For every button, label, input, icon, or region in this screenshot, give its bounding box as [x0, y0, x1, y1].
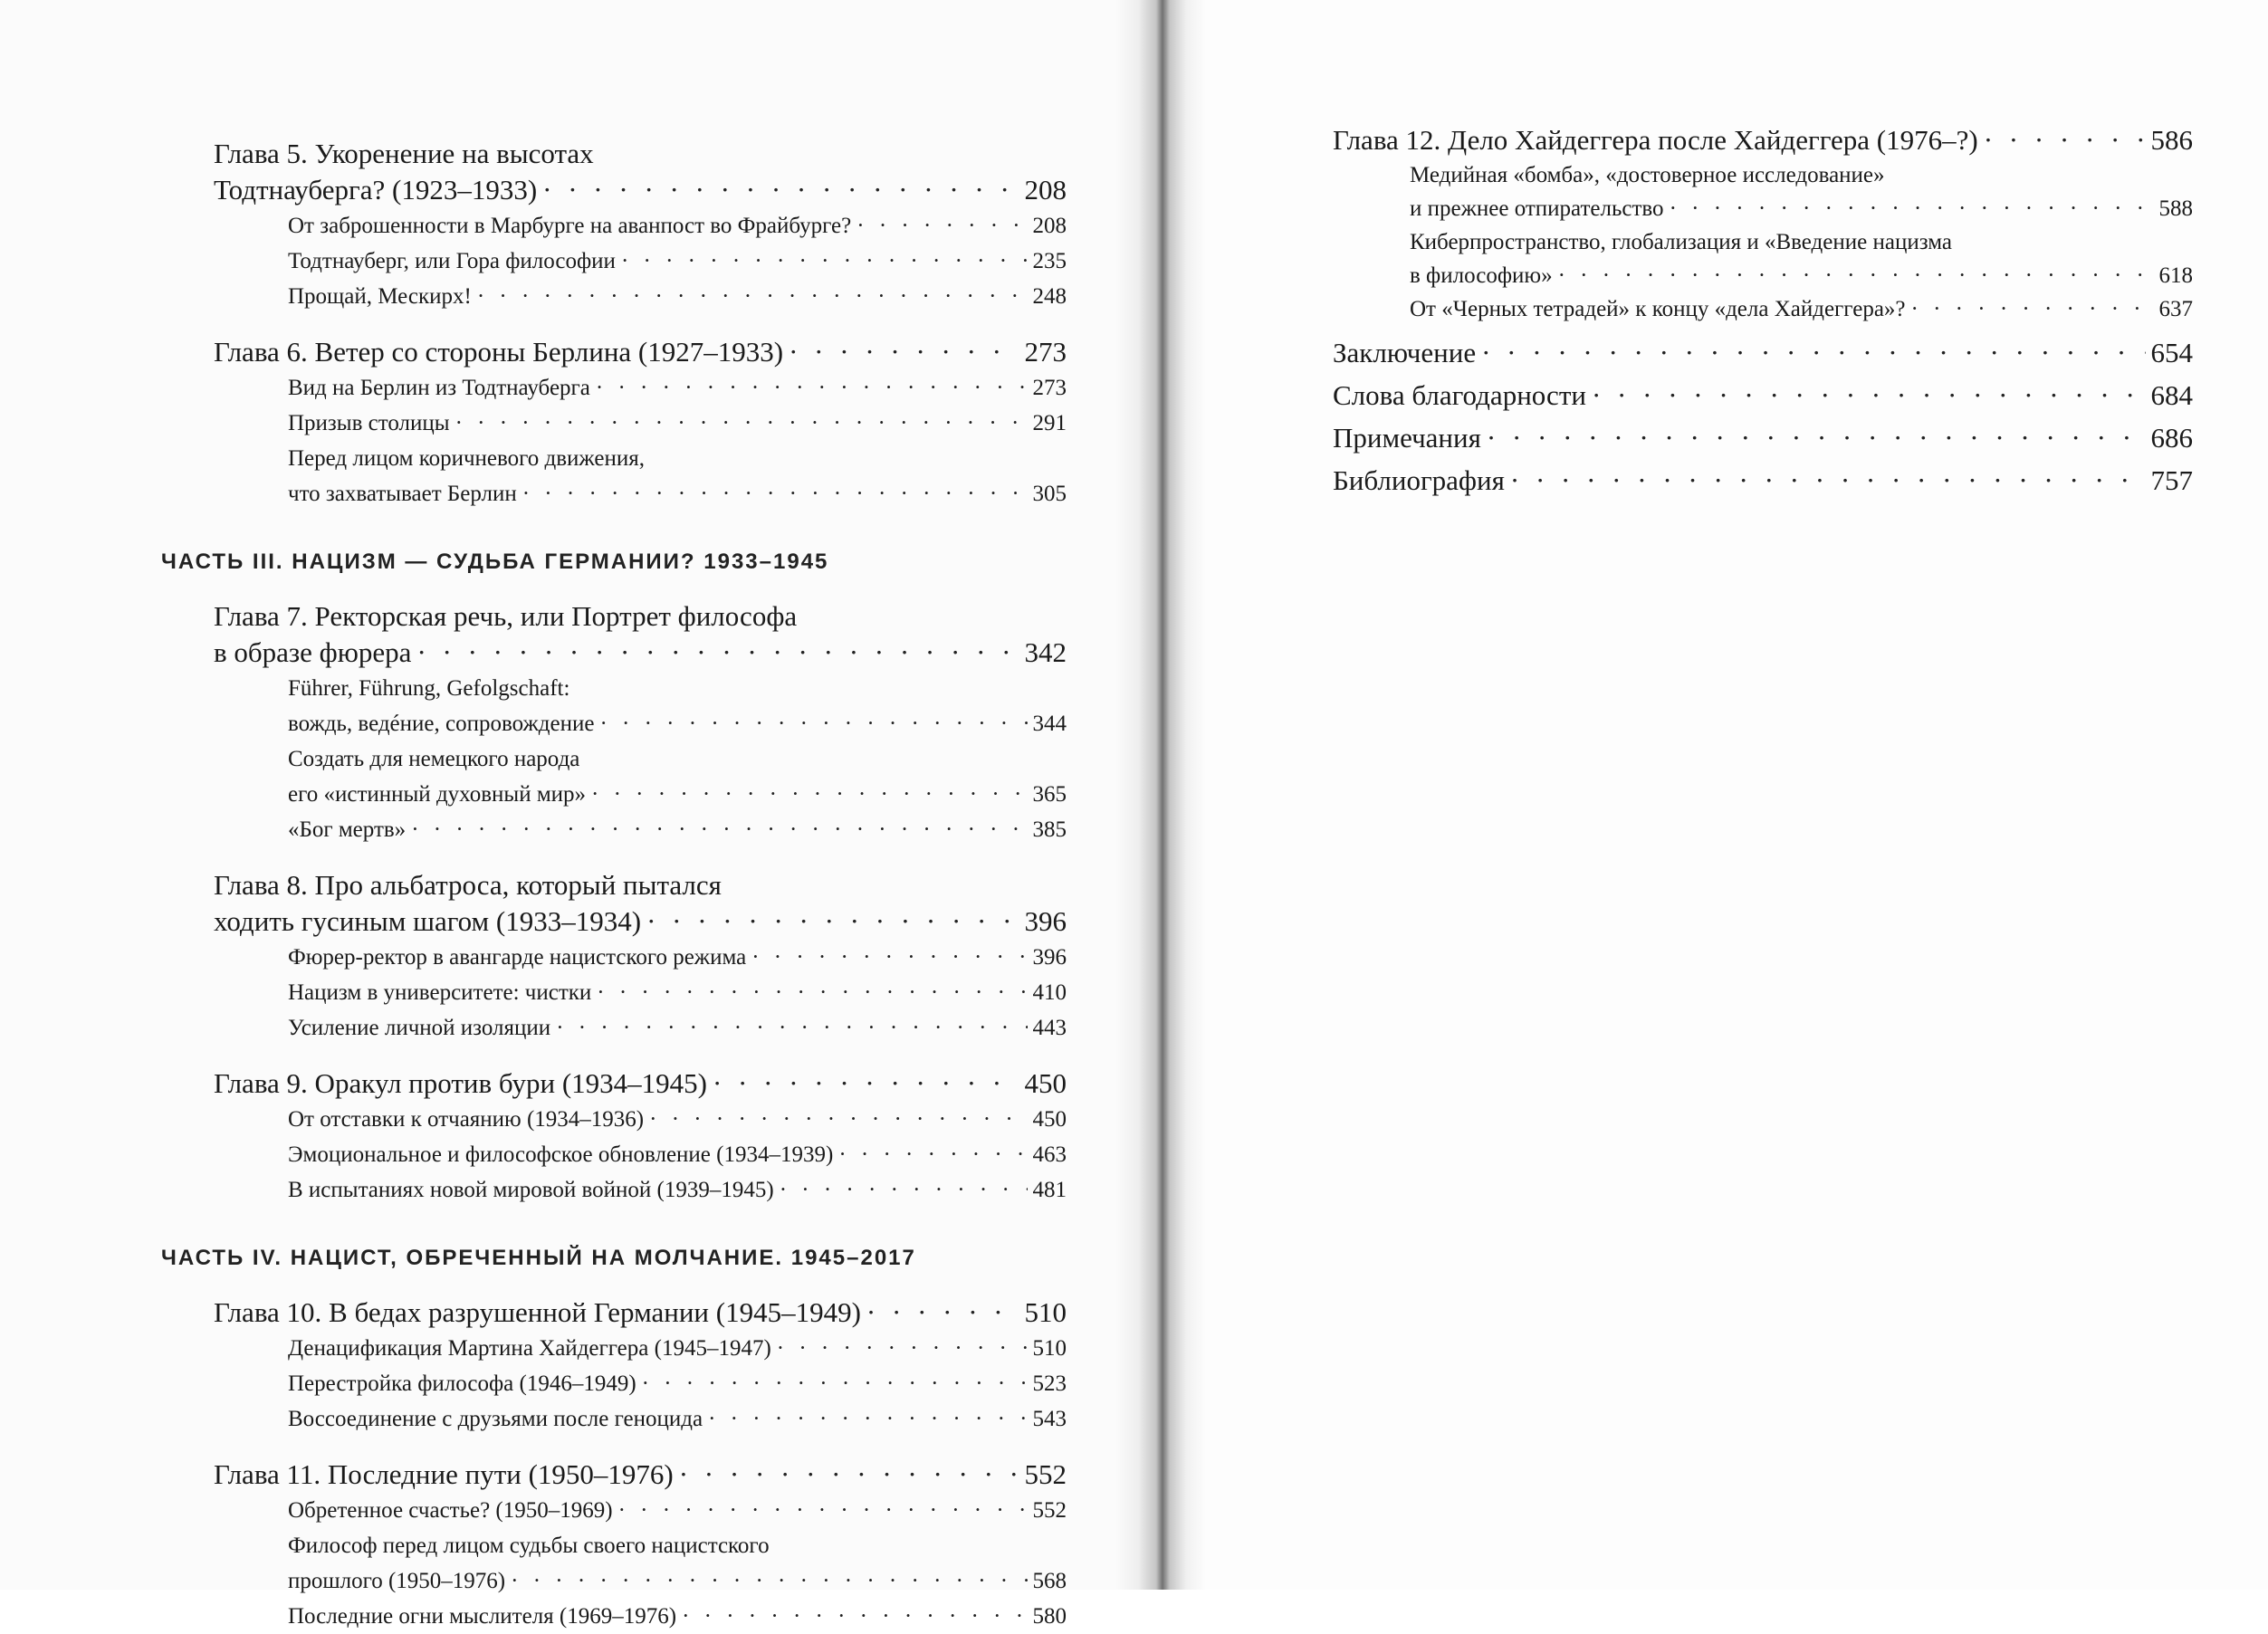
- subsection-page-number: 396: [1032, 945, 1067, 970]
- left-toc-column: [161, 136, 1067, 1634]
- subsection-page-number: 291: [1032, 411, 1067, 435]
- toc-subsection: [288, 812, 1067, 847]
- subsection-line: [288, 1599, 1067, 1634]
- toc-block-1: [161, 136, 1067, 511]
- dot-leader: [618, 1493, 1028, 1528]
- dot-leader: [682, 1599, 1027, 1634]
- toc-chapter: [161, 1457, 1067, 1634]
- subsection-line: [288, 777, 1067, 812]
- subsection-page-number: 385: [1032, 817, 1067, 842]
- subsection-line: [288, 476, 1067, 511]
- subsection-page-number: 463: [1032, 1142, 1067, 1167]
- subsection-list: [161, 940, 1067, 1046]
- subsection-line: [288, 940, 1067, 975]
- subsection-page-number: 523: [1032, 1371, 1067, 1396]
- back-matter-line: [1333, 459, 2193, 502]
- chapter-page-number: 586: [2150, 124, 2193, 156]
- subsection-line: [288, 208, 1067, 244]
- toc-back-matter-item: [1333, 459, 2193, 502]
- chapter-title-line: Глава 8. Про альбатроса, который пытался: [214, 869, 722, 901]
- subsection-list: [161, 1493, 1067, 1634]
- subsection-line: [1410, 192, 2193, 225]
- dot-leader: [477, 279, 1028, 314]
- subsection-page-number: 443: [1032, 1016, 1067, 1040]
- subsection-line: [288, 1366, 1067, 1401]
- subsection-page-number: 543: [1032, 1407, 1067, 1431]
- subsection-title: его «истинный духовный мир»: [288, 782, 587, 807]
- dot-leader: [789, 334, 1019, 370]
- subsection-title: От «Черных тетрадей» к концу «дела Хайдеггера»?: [1410, 297, 1906, 321]
- dot-leader: [411, 812, 1027, 847]
- back-matter-title: Примечания: [1333, 422, 1481, 454]
- chapter-page-number: 510: [1024, 1296, 1067, 1328]
- dot-leader: [556, 1010, 1027, 1046]
- subsection-line: [288, 1331, 1067, 1366]
- subsection-title: что захватывает Берлин: [288, 482, 517, 506]
- subsection-page-number: 365: [1032, 782, 1067, 807]
- subsection-title-line: Медийная «бомба», «достоверное исследование»: [1410, 163, 1885, 187]
- subsection-title: От заброшенности в Марбурге на аванпост во Фрайбурге?: [288, 214, 852, 238]
- dot-leader: [597, 975, 1027, 1010]
- toc-chapter: [161, 598, 1067, 847]
- dot-leader: [522, 476, 1028, 511]
- subsection-title: В испытаниях новой мировой войной (1939–1945): [288, 1178, 774, 1202]
- chapter-page-number: 552: [1024, 1458, 1067, 1490]
- subsection-page-number: 273: [1032, 376, 1067, 400]
- toc-chapter: [161, 1295, 1067, 1437]
- toc-subsection: [288, 244, 1067, 279]
- dot-leader: [777, 1331, 1028, 1366]
- dot-leader: [1670, 192, 2154, 225]
- subsection-line: [288, 244, 1067, 279]
- subsection-page-number: 618: [2158, 263, 2193, 288]
- subsection-line: [288, 1172, 1067, 1208]
- back-matter-page-number: 686: [2150, 422, 2193, 454]
- subsection-page-number: 305: [1032, 482, 1067, 506]
- dot-leader: [866, 1295, 1019, 1331]
- book-gutter-shadow: [1115, 0, 1206, 1590]
- dot-leader: [455, 406, 1028, 441]
- subsection-line: [288, 1102, 1067, 1137]
- toc-block-2: [161, 598, 1067, 1208]
- subsection-list: [161, 1331, 1067, 1437]
- chapter-line: [1333, 122, 2193, 158]
- toc-chapter: [161, 867, 1067, 1046]
- subsection-title-line: Киберпространство, глобализация и «Введение нацизма: [1410, 230, 1952, 254]
- toc-subsection: [288, 1137, 1067, 1172]
- dot-leader: [1558, 259, 2154, 292]
- subsection-title: Тодтнауберг, или Гора философии: [288, 249, 616, 273]
- subsection-title: Фюрер-ректор в авангарде нацистского режима: [288, 945, 747, 970]
- toc-subsection: [1410, 292, 2193, 326]
- dot-leader: [646, 903, 1019, 940]
- subsection-list: [161, 1102, 1067, 1208]
- back-matter-page-number: 654: [2150, 337, 2193, 368]
- toc-chapter: [161, 1065, 1067, 1208]
- subsection-line: [288, 1137, 1067, 1172]
- back-matter-title: Заключение: [1333, 337, 1477, 368]
- toc-subsection: [288, 1401, 1067, 1437]
- chapter-title: Глава 11. Последние пути (1950–1976): [214, 1458, 674, 1490]
- back-matter-title: Слова благодарности: [1333, 379, 1586, 411]
- part-3-heading: ЧАСТЬ III. НАЦИЗМ — СУДЬБА ГЕРМАНИИ? 1933–1945: [161, 549, 829, 574]
- toc-subsection: [288, 1102, 1067, 1137]
- dot-leader: [856, 208, 1027, 244]
- dot-leader: [1911, 292, 2154, 326]
- subsection-page-number: 450: [1032, 1107, 1067, 1132]
- subsection-line: [288, 1010, 1067, 1046]
- subsection-line: [288, 1563, 1067, 1599]
- subsection-title-line: Создать для немецкого народа: [288, 747, 580, 771]
- subsection-line: [288, 1401, 1067, 1437]
- dot-leader: [621, 244, 1028, 279]
- dot-leader: [713, 1065, 1019, 1102]
- toc-subsection: [288, 441, 1067, 511]
- subsection-line: [1410, 292, 2193, 326]
- toc-back-matter-item: [1333, 331, 2193, 374]
- toc-subsection: [1410, 225, 2193, 292]
- toc-subsection: [288, 1172, 1067, 1208]
- toc-back-matter: [1333, 331, 2193, 502]
- subsection-title: От отставки к отчаянию (1934–1936): [288, 1107, 645, 1132]
- back-matter-page-number: 757: [2150, 464, 2193, 496]
- dot-leader: [642, 1366, 1028, 1401]
- toc-subsection: [288, 279, 1067, 314]
- subsection-list: [161, 370, 1067, 511]
- back-matter-title: Библиография: [1333, 464, 1505, 496]
- subsection-title: вождь, ведéние, сопровождение: [288, 712, 595, 736]
- toc-subsection: [288, 1493, 1067, 1528]
- chapter-page-number: 396: [1024, 905, 1067, 937]
- back-matter-line: [1333, 374, 2193, 416]
- subsection-title: Призыв столицы: [288, 411, 450, 435]
- dot-leader: [1984, 122, 2146, 158]
- chapter-line: [161, 1295, 1067, 1331]
- subsection-list: [161, 671, 1067, 847]
- subsection-title: Вид на Берлин из Тодтнауберга: [288, 376, 590, 400]
- dot-leader: [708, 1401, 1027, 1437]
- subsection-line: [288, 975, 1067, 1010]
- subsection-page-number: 481: [1032, 1178, 1067, 1202]
- back-matter-page-number: 684: [2150, 379, 2193, 411]
- dot-leader: [649, 1102, 1027, 1137]
- chapter-title: ходить гусиным шагом (1933–1934): [214, 905, 642, 937]
- subsection-title: Обретенное счастье? (1950–1969): [288, 1498, 613, 1523]
- subsection-title: Эмоциональное и философское обновление (1934–1939): [288, 1142, 834, 1167]
- chapter-page-number: 208: [1024, 174, 1067, 205]
- chapter-title: Глава 9. Оракул против бури (1934–1945): [214, 1067, 707, 1099]
- chapter-title: Тодтнауберга? (1923–1933): [214, 174, 538, 205]
- toc-subsection: [288, 406, 1067, 441]
- subsection-title: и прежнее отпирательство: [1410, 196, 1664, 221]
- toc-subsection: [288, 671, 1067, 741]
- dot-leader: [542, 172, 1019, 208]
- dot-leader: [591, 777, 1027, 812]
- chapter-title: Глава 6. Ветер со стороны Берлина (1927–1933): [214, 336, 784, 368]
- dot-leader: [1592, 374, 2146, 416]
- dot-leader: [1481, 331, 2145, 374]
- part-4-heading: ЧАСТЬ IV. НАЦИСТ, ОБРЕЧЕННЫЙ НА МОЛЧАНИЕ. 1945–2017: [161, 1246, 916, 1270]
- chapter-line: [161, 903, 1067, 940]
- subsection-title: Денацификация Мартина Хайдеггера (1945–1947): [288, 1336, 771, 1361]
- toc-chapter: [161, 334, 1067, 511]
- chapter-title: Глава 10. В бедах разрушенной Германии (1945–1949): [214, 1296, 861, 1328]
- toc-back-matter-item: [1333, 374, 2193, 416]
- subsection-list: [161, 208, 1067, 314]
- chapter-title-line: Глава 7. Ректорская речь, или Портрет философа: [214, 600, 798, 632]
- subsection-title-line: Führer, Führung, Gefolgschaft:: [288, 676, 570, 701]
- subsection-line: [288, 406, 1067, 441]
- subsection-title-line: Перед лицом коричневого движения,: [288, 446, 645, 471]
- toc-chapter: [161, 136, 1067, 314]
- right-toc-column: [1333, 122, 2193, 502]
- subsection-title: Перестройка философа (1946–1949): [288, 1371, 636, 1396]
- dot-leader: [1510, 459, 2146, 502]
- subsection-line: [288, 706, 1067, 741]
- subsection-title: в философию»: [1410, 263, 1553, 288]
- dot-leader: [1487, 416, 2146, 459]
- subsection-page-number: 235: [1032, 249, 1067, 273]
- subsection-line: [288, 1493, 1067, 1528]
- subsection-title: Прощай, Мескирх!: [288, 284, 472, 309]
- chapter-page-number: 450: [1024, 1067, 1067, 1099]
- chapter-page-number: 342: [1024, 636, 1067, 668]
- chapter-line: [161, 1457, 1067, 1493]
- dot-leader: [596, 370, 1028, 406]
- chapter-line: [161, 635, 1067, 671]
- subsection-line: [1410, 259, 2193, 292]
- dot-leader: [780, 1172, 1028, 1208]
- subsection-page-number: 410: [1032, 980, 1067, 1005]
- dot-leader: [751, 940, 1027, 975]
- toc-block-chapter-12: [1333, 122, 2193, 326]
- subsection-page-number: 248: [1032, 284, 1067, 309]
- back-matter-line: [1333, 416, 2193, 459]
- dot-leader: [838, 1137, 1027, 1172]
- dot-leader: [511, 1563, 1027, 1599]
- toc-subsection: [288, 208, 1067, 244]
- subsection-page-number: 344: [1032, 712, 1067, 736]
- subsection-line: [288, 812, 1067, 847]
- back-matter-line: [1333, 331, 2193, 374]
- subsection-page-number: 568: [1032, 1569, 1067, 1593]
- toc-block-3: [161, 1295, 1067, 1634]
- chapter-line: [161, 172, 1067, 208]
- toc-subsection: [288, 1010, 1067, 1046]
- subsection-line: [288, 279, 1067, 314]
- subsection-list: [1333, 158, 2193, 326]
- toc-subsection: [288, 1366, 1067, 1401]
- toc-subsection: [288, 1599, 1067, 1634]
- toc-subsection: [288, 741, 1067, 812]
- subsection-title: прошлого (1950–1976): [288, 1569, 506, 1593]
- dot-leader: [599, 706, 1027, 741]
- subsection-page-number: 552: [1032, 1498, 1067, 1523]
- subsection-title: Нацизм в университете: чистки: [288, 980, 592, 1005]
- chapter-title: Глава 12. Дело Хайдеггера после Хайдеггера (1976–?): [1333, 124, 1978, 156]
- toc-subsection: [288, 1528, 1067, 1599]
- toc-subsection: [1410, 158, 2193, 225]
- toc-subsection: [288, 1331, 1067, 1366]
- chapter-page-number: 273: [1024, 336, 1067, 368]
- subsection-title-line: Философ перед лицом судьбы своего нацистского: [288, 1534, 770, 1558]
- subsection-page-number: 580: [1032, 1604, 1067, 1629]
- chapter-title: в образе фюрера: [214, 636, 412, 668]
- chapter-title-line: Глава 5. Укоренение на высотах: [214, 138, 594, 169]
- subsection-page-number: 637: [2158, 297, 2193, 321]
- dot-leader: [679, 1457, 1019, 1493]
- toc-chapter: [1333, 122, 2193, 326]
- subsection-page-number: 208: [1032, 214, 1067, 238]
- toc-back-matter-item: [1333, 416, 2193, 459]
- subsection-title: Усиление личной изоляции: [288, 1016, 551, 1040]
- subsection-line: [288, 370, 1067, 406]
- subsection-page-number: 588: [2158, 196, 2193, 221]
- subsection-page-number: 510: [1032, 1336, 1067, 1361]
- dot-leader: [416, 635, 1019, 671]
- chapter-line: [161, 334, 1067, 370]
- subsection-title: «Бог мертв»: [288, 817, 407, 842]
- toc-subsection: [288, 370, 1067, 406]
- chapter-line: [161, 1065, 1067, 1102]
- toc-subsection: [288, 940, 1067, 975]
- subsection-title: Воссоединение с друзьями после геноцида: [288, 1407, 703, 1431]
- subsection-title: Последние огни мыслителя (1969–1976): [288, 1604, 677, 1629]
- toc-subsection: [288, 975, 1067, 1010]
